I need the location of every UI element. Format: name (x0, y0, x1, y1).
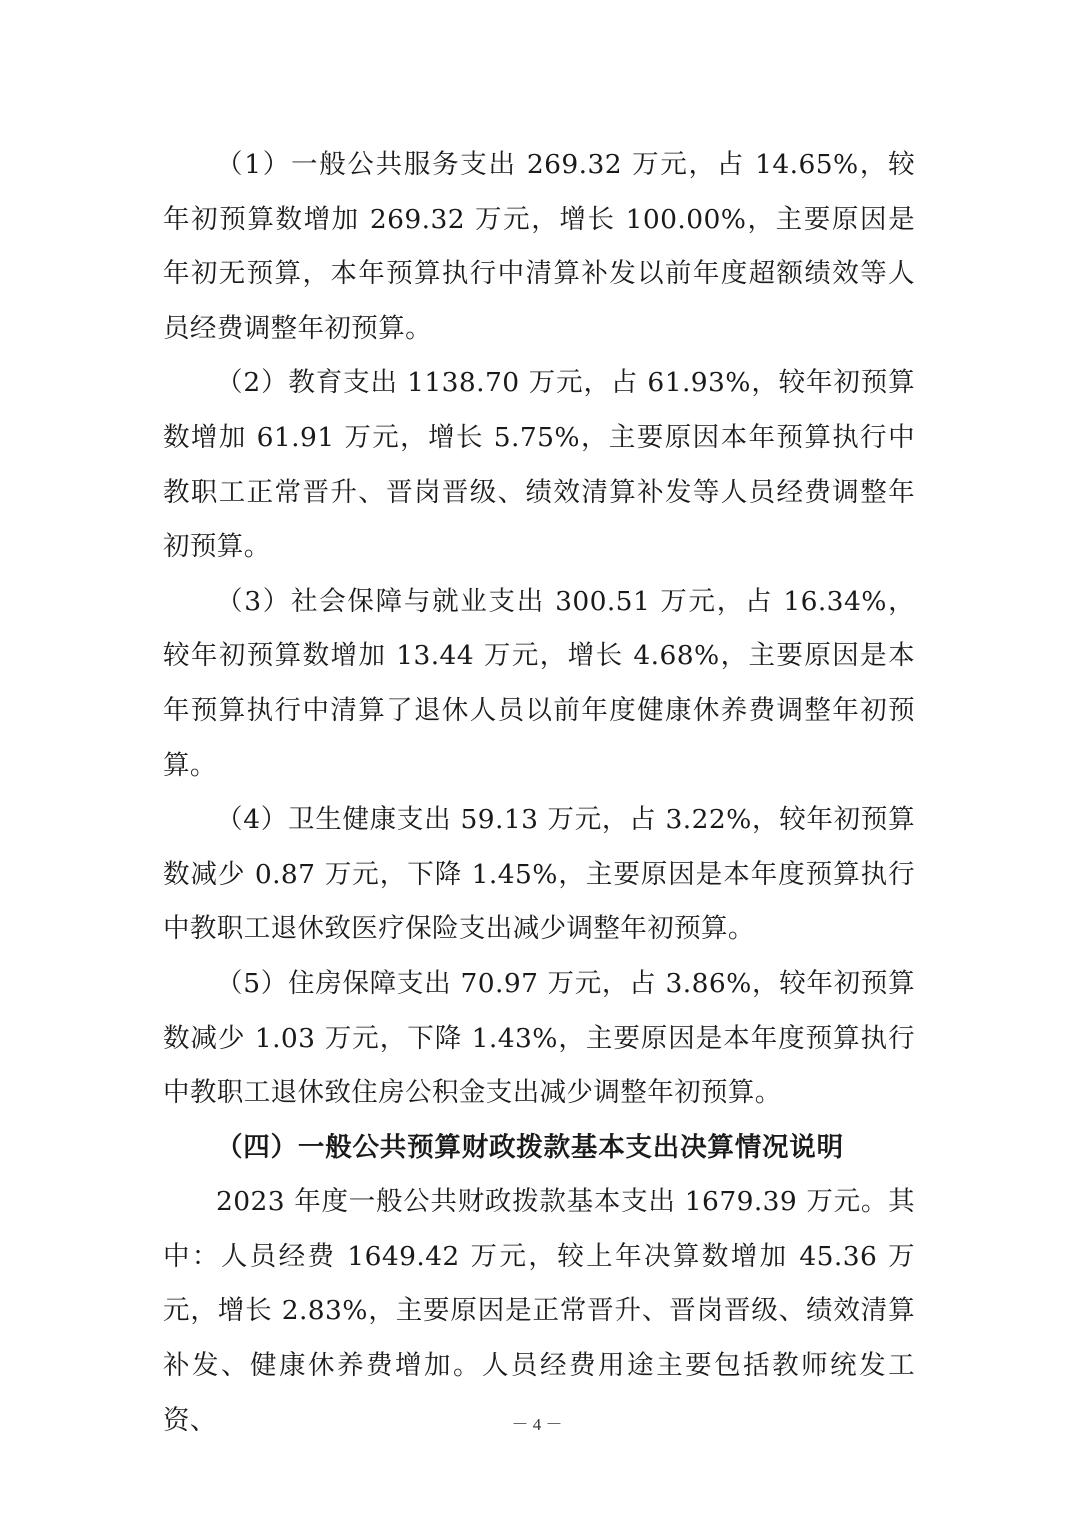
paragraph-social-security: （3）社会保障与就业支出 300.51 万元，占 16.34%，较年初预算数增加 13.44 万元，增长 4.68%，主要原因是本年预算执行中清算了退休人员以前年度健康休养费调整年初预算。 (163, 585, 915, 781)
page-number: － 4 － (511, 1415, 563, 1434)
document-page (163, 138, 915, 1448)
paragraph-health: （4）卫生健康支出 59.13 万元，占 3.22%，较年初预算数减少 0.87 万元，下降 1.45%，主要原因是本年度预算执行中教职工退休致医疗保险支出减少调整年初预算。 (163, 804, 915, 945)
paragraph-education: （2）教育支出 1138.70 万元，占 61.93%，较年初预算数增加 61.91 万元，增长 5.75%，主要原因本年预算执行中教职工正常晋升、晋岗晋级、绩效清算补发等人员经费调整年初预算。 (163, 367, 915, 563)
paragraph-housing: （5）住房保障支出 70.97 万元，占 3.86%，较年初预算数减少 1.03 万元，下降 1.43%，主要原因是本年度预算执行中教职工退休致住房公积金支出减少调整年初预算。 (163, 967, 915, 1109)
paragraph-general-public-services: （1）一般公共服务支出 269.32 万元，占 14.65%，较年初预算数增加 269.32 万元，增长 100.00%，主要原因是年初无预算，本年预算执行中清算补发以前年度超额绩效等人员经费调整年初预算。 (163, 149, 915, 344)
paragraph-basic-expenditure: 2023 年度一般公共财政拨款基本支出 1679.39 万元。其中：人员经费 1649.42 万元，较上年决算数增加 45.36 万元，增长 2.83%，主要原因是正常晋升、晋岗晋级、绩效清算补发、健康休养费增加。人员经费用途主要包括教师统发工资、 (163, 1186, 915, 1436)
section-heading: （四）一般公共预算财政拨款基本支出决算情况说明 (216, 1131, 844, 1163)
